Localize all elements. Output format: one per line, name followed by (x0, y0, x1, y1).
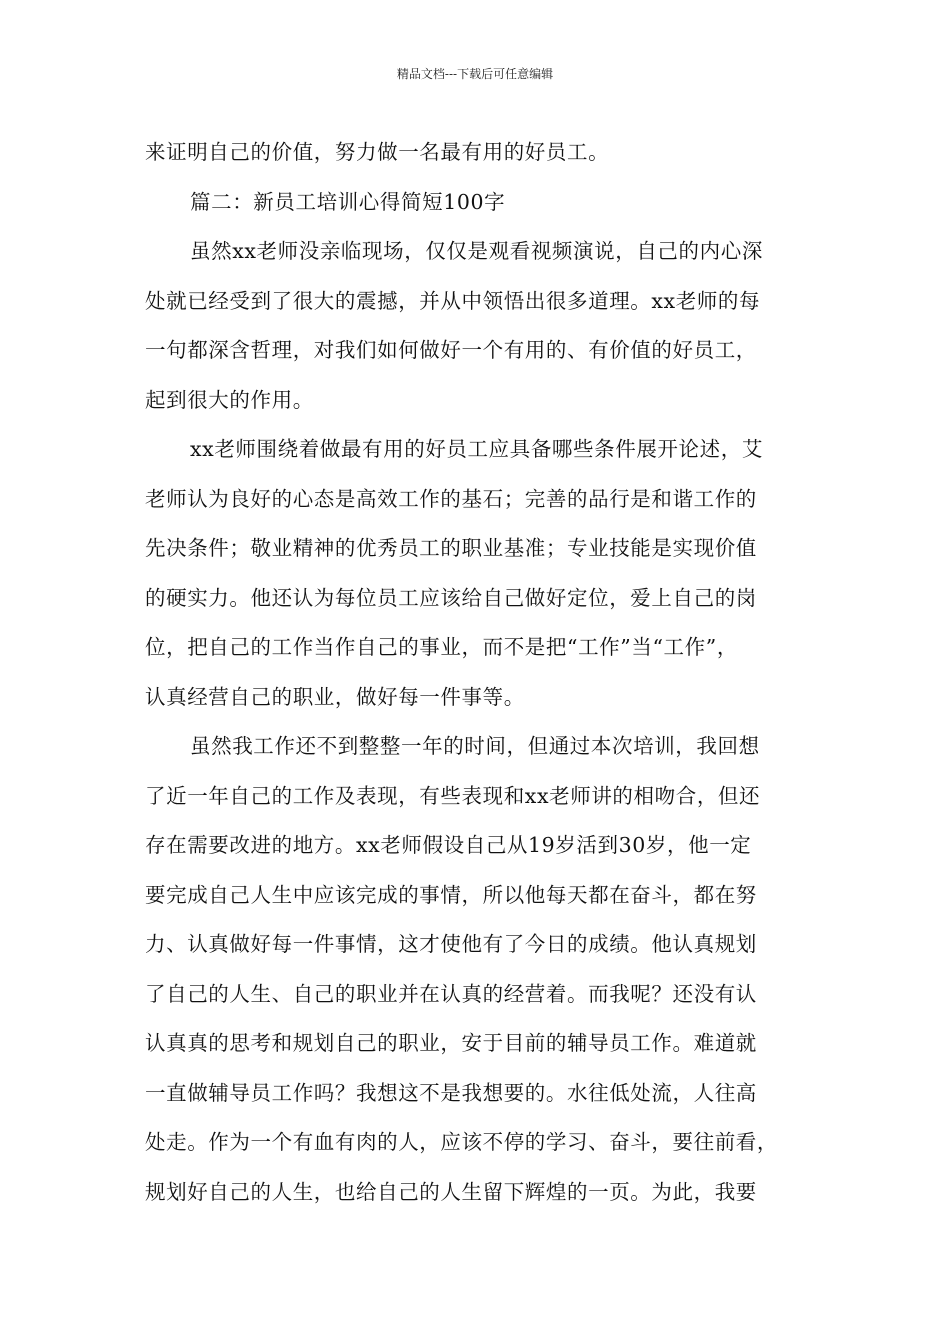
text-line: 一直做辅导员工作吗？我想这不是我想要的。水往低处流，人往高 (145, 1080, 757, 1105)
text-line: xx老师围绕着做最有用的好员工应具备哪些条件展开论述，艾 (190, 437, 763, 461)
text-line: 存在需要改进的地方。xx老师假设自己从19岁活到30岁，他一定 (145, 833, 752, 857)
text-line: 处走。作为一个有血有肉的人，应该不停的学习、奋斗，要往前看， (145, 1130, 778, 1154)
text-line: 来证明自己的价值，努力做一名最有用的好员工。 (145, 140, 610, 164)
text-line: 认真经营自己的职业，做好每一件事等。 (145, 684, 525, 709)
text-line: 一句都深含哲理，对我们如何做好一个有用的、有价值的好员工， (145, 338, 757, 362)
text-line: 虽然xx老师没亲临现场，仅仅是观看视频演说，自己的内心深 (190, 239, 763, 263)
text-line: 虽然我工作还不到整整一年的时间，但通过本次培训，我回想 (190, 734, 760, 758)
text-line: 了近一年自己的工作及表现，有些表现和xx老师讲的相吻合，但还 (145, 783, 761, 808)
text-line: 位，把自己的工作当作自己的事业，而不是把“工作”当“工作”， (145, 635, 738, 659)
text-line: 力、认真做好每一件事情，这才使他有了今日的成绩。他认真规划 (145, 932, 757, 956)
text-line: 要完成自己人生中应该完成的事情，所以他每天都在奋斗，都在努 (145, 882, 757, 907)
text-line: 的硬实力。他还认为每位员工应该给自己做好定位，爱上自己的岗 (145, 585, 757, 610)
page-header: 精品文档---下载后可任意编辑 (396, 67, 554, 81)
text-line: 了自己的人生、自己的职业并在认真的经营着。而我呢？还没有认 (145, 981, 757, 1006)
text-line: 起到很大的作用。 (145, 387, 314, 412)
text-line: 先决条件；敬业精神的优秀员工的职业基准；专业技能是实现价值 (145, 536, 757, 560)
text-line: 认真真的思考和规划自己的职业，安于目前的辅导员工作。难道就 (145, 1031, 757, 1055)
section-heading: 篇二：新员工培训心得简短100字 (190, 189, 506, 214)
text-line: 规划好自己的人生，也给自己的人生留下辉煌的一页。为此，我要 (145, 1179, 757, 1204)
text-line: 处就已经受到了很大的震撼，并从中领悟出很多道理。xx老师的每 (145, 288, 761, 313)
text-line: 老师认为良好的心态是高效工作的基石；完善的品行是和谐工作的 (145, 486, 757, 511)
document-body (145, 131, 825, 1220)
